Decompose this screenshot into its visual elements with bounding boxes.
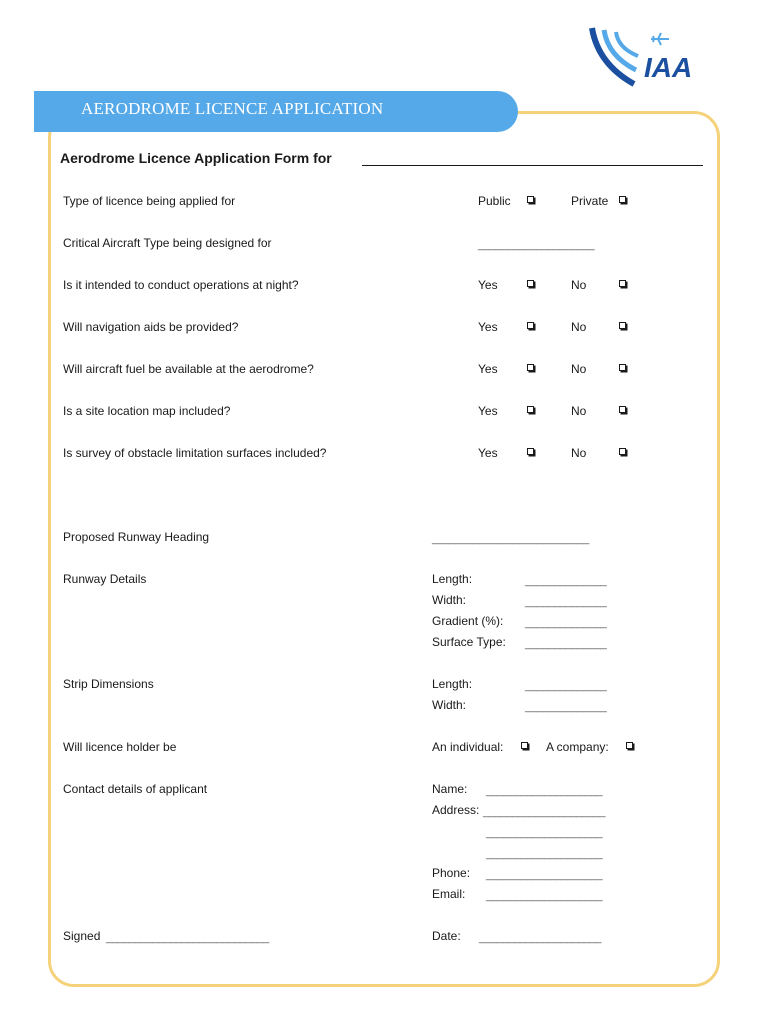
yes-checkbox[interactable]	[527, 448, 534, 455]
phone-label: Phone:	[432, 866, 471, 880]
strip-length-label: Length:	[432, 677, 473, 691]
runway-gradient-field[interactable]: ______________	[525, 617, 607, 629]
address-field-line-3[interactable]: ____________________	[486, 848, 603, 860]
licence-type-label: Type of licence being applied for	[63, 194, 236, 208]
licence-holder-label: Will licence holder be	[63, 740, 177, 754]
iaa-logo	[588, 24, 708, 90]
email-field[interactable]: ____________________	[486, 890, 603, 902]
question-label: Is a site location map included?	[63, 404, 231, 418]
runway-length-label: Length:	[432, 572, 473, 586]
runway-width-label: Width:	[432, 593, 467, 607]
yes-checkbox[interactable]	[527, 406, 534, 413]
no-label: No	[571, 404, 587, 418]
runway-heading-field[interactable]: ___________________________	[432, 533, 590, 545]
runway-gradient-label: Gradient (%):	[432, 614, 504, 628]
public-label: Public	[478, 194, 511, 208]
no-label: No	[571, 446, 587, 460]
yes-checkbox[interactable]	[527, 322, 534, 329]
yes-checkbox[interactable]	[527, 280, 534, 287]
airplane-icon	[650, 32, 670, 46]
private-checkbox[interactable]	[619, 196, 626, 203]
no-checkbox[interactable]	[619, 280, 626, 287]
phone-field[interactable]: ____________________	[486, 869, 603, 881]
contact-details-label: Contact details of applicant	[63, 782, 208, 796]
individual-checkbox[interactable]	[521, 742, 528, 749]
radar-arcs-icon	[588, 24, 648, 90]
runway-width-field[interactable]: ______________	[525, 596, 607, 608]
date-field[interactable]: _____________________	[479, 932, 602, 944]
strip-length-field[interactable]: ______________	[525, 680, 607, 692]
no-label: No	[571, 362, 587, 376]
address-label: Address:	[432, 803, 480, 817]
signature-field[interactable]: ____________________________	[106, 932, 269, 944]
no-checkbox[interactable]	[619, 322, 626, 329]
question-label: Will aircraft fuel be available at the aerodrome?	[63, 362, 314, 376]
address-field[interactable]: _____________________	[483, 806, 606, 818]
no-label: No	[571, 320, 587, 334]
no-label: No	[571, 278, 587, 292]
question-label: Is it intended to conduct operations at night?	[63, 278, 299, 292]
critical-aircraft-label: Critical Aircraft Type being designed for	[63, 236, 272, 250]
strip-width-field[interactable]: ______________	[525, 701, 607, 713]
runway-surface-label: Surface Type:	[432, 635, 506, 649]
no-checkbox[interactable]	[619, 364, 626, 371]
form-title: Aerodrome Licence Application Form for	[60, 150, 332, 166]
critical-aircraft-field[interactable]: ____________________	[478, 239, 595, 251]
yes-label: Yes	[478, 446, 498, 460]
yes-label: Yes	[478, 404, 498, 418]
name-field[interactable]: ____________________	[486, 785, 603, 797]
email-label: Email:	[432, 887, 466, 901]
form-title-underline[interactable]	[362, 165, 703, 166]
no-checkbox[interactable]	[619, 448, 626, 455]
address-field-line-2[interactable]: ____________________	[486, 827, 603, 839]
question-label: Is survey of obstacle limitation surfaces included?	[63, 446, 327, 460]
name-label: Name:	[432, 782, 468, 796]
private-label: Private	[571, 194, 609, 208]
yes-label: Yes	[478, 320, 498, 334]
company-checkbox[interactable]	[626, 742, 633, 749]
yes-checkbox[interactable]	[527, 364, 534, 371]
no-checkbox[interactable]	[619, 406, 626, 413]
company-label: A company:	[546, 740, 609, 754]
yes-label: Yes	[478, 362, 498, 376]
yes-label: Yes	[478, 278, 498, 292]
signed-label: Signed	[63, 929, 101, 943]
runway-length-field[interactable]: ______________	[525, 575, 607, 587]
logo-text: IAA	[644, 52, 693, 83]
banner-title: AERODROME LICENCE APPLICATION	[81, 99, 384, 118]
runway-surface-field[interactable]: ______________	[525, 638, 607, 650]
runway-heading-label: Proposed Runway Heading	[63, 530, 210, 544]
question-label: Will navigation aids be provided?	[63, 320, 239, 334]
runway-details-label: Runway Details	[63, 572, 147, 586]
date-label: Date:	[432, 929, 461, 943]
strip-width-label: Width:	[432, 698, 467, 712]
strip-dimensions-label: Strip Dimensions	[63, 677, 154, 691]
public-checkbox[interactable]	[527, 196, 534, 203]
individual-label: An individual:	[432, 740, 504, 754]
